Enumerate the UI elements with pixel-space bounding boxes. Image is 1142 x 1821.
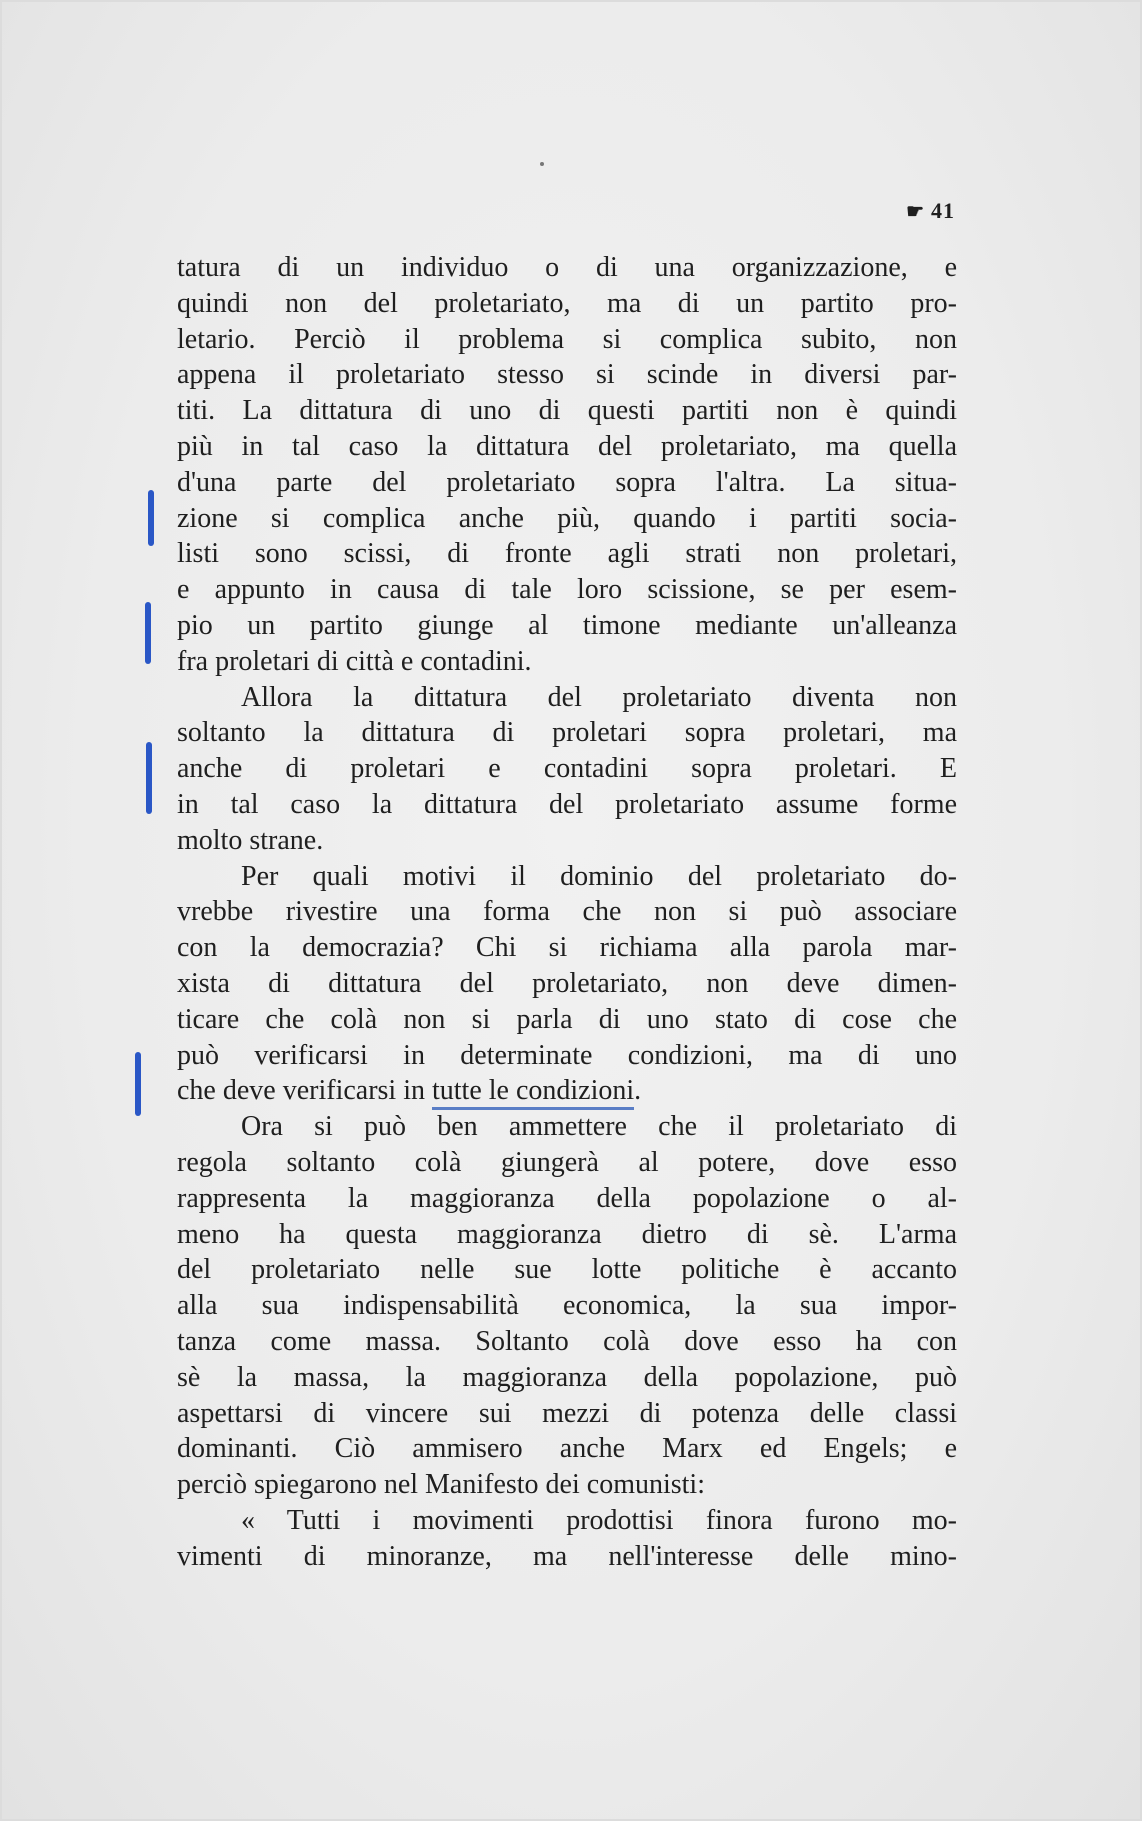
text-line: in tal caso la dittatura del proletariato assume forme bbox=[177, 788, 957, 820]
text-line: appena il proletariato stesso si scinde in diversi par- bbox=[177, 359, 957, 391]
text-line: tanza come massa. Soltanto colà dove esso ha con bbox=[177, 1325, 957, 1357]
underlined-phrase: tutte le condizioni bbox=[432, 1075, 634, 1110]
speck bbox=[540, 162, 544, 166]
text-line: anche di proletari e contadini sopra proletari. E bbox=[177, 753, 957, 785]
pointing-hand-icon: ☛ bbox=[906, 200, 925, 223]
text-fragment: che deve verificarsi in bbox=[177, 1075, 425, 1107]
text-line: aspettarsi di vincere sui mezzi di potenza delle classi bbox=[177, 1397, 957, 1429]
text-line: con la democrazia? Chi si richiama alla parola mar- bbox=[177, 932, 957, 964]
text-line: alla sua indispensabilità economica, la sua impor- bbox=[177, 1290, 957, 1322]
text-line: sè la massa, la maggioranza della popolazione, può bbox=[177, 1361, 957, 1393]
text-line: meno ha questa maggioranza dietro di sè. L'arma bbox=[177, 1218, 957, 1250]
text-line: e appunto in causa di tale loro scissione, se per esem- bbox=[177, 574, 957, 606]
text-line bbox=[177, 1073, 957, 1109]
text-line: regola soltanto colà giungerà al potere, dove esso bbox=[177, 1146, 957, 1178]
text-line: molto strane. bbox=[177, 824, 324, 856]
text-line: zione si complica anche più, quando i partiti socia- bbox=[177, 502, 957, 534]
text-line: listi sono scissi, di fronte agli strati non proletari, bbox=[177, 538, 957, 570]
text-line: del proletariato nelle sue lotte politiche è accanto bbox=[177, 1254, 957, 1286]
text-line: rappresenta la maggioranza della popolazione o al- bbox=[177, 1182, 957, 1214]
text-line: quindi non del proletariato, ma di un partito pro- bbox=[177, 287, 957, 319]
text-line: Allora la dittatura del proletariato diventa non bbox=[241, 681, 957, 713]
text-line: pio un partito giunge al timone mediante un'alleanza bbox=[177, 609, 957, 641]
page-header bbox=[906, 198, 955, 224]
text-line: vimenti di minoranze, ma nell'interesse delle mino- bbox=[177, 1540, 957, 1572]
text-line: tatura di un individuo o di una organizzazione, e bbox=[177, 252, 957, 283]
text-line: perciò spiegarono nel Manifesto dei comunisti: bbox=[177, 1469, 705, 1501]
text-line: « Tutti i movimenti prodottisi finora furono mo- bbox=[241, 1504, 957, 1536]
text-line: Per quali motivi il dominio del proletariato do- bbox=[241, 860, 957, 892]
text-line: ticare che colà non si parla di uno stato di cose che bbox=[177, 1003, 957, 1035]
text-line: fra proletari di città e contadini. bbox=[177, 645, 532, 677]
text-line: può verificarsi in determinate condizioni, ma di uno bbox=[177, 1039, 957, 1071]
text-line: titi. La dittatura di uno di questi partiti non è quindi bbox=[177, 395, 957, 427]
text-line: xista di dittatura del proletariato, non deve dimen- bbox=[177, 967, 957, 999]
margin-mark bbox=[148, 490, 154, 546]
page-number: 41 bbox=[931, 198, 955, 223]
margin-mark bbox=[145, 602, 151, 664]
text-line: vrebbe rivestire una forma che non si può associare bbox=[177, 896, 957, 928]
margin-mark bbox=[146, 742, 152, 814]
text-line: più in tal caso la dittatura del proletariato, ma quella bbox=[177, 430, 957, 462]
margin-mark bbox=[135, 1052, 141, 1116]
text-line: letario. Perciò il problema si complica subito, non bbox=[177, 323, 957, 355]
text-line: d'una parte del proletariato sopra l'altra. La situa- bbox=[177, 466, 957, 498]
body-text bbox=[177, 250, 957, 1574]
text-line: dominanti. Ciò ammisero anche Marx ed Engels; e bbox=[177, 1433, 957, 1465]
text-line: soltanto la dittatura di proletari sopra proletari, ma bbox=[177, 717, 957, 749]
text-line: Ora si può ben ammettere che il proletariato di bbox=[241, 1111, 957, 1143]
text-fragment: . bbox=[634, 1075, 642, 1107]
